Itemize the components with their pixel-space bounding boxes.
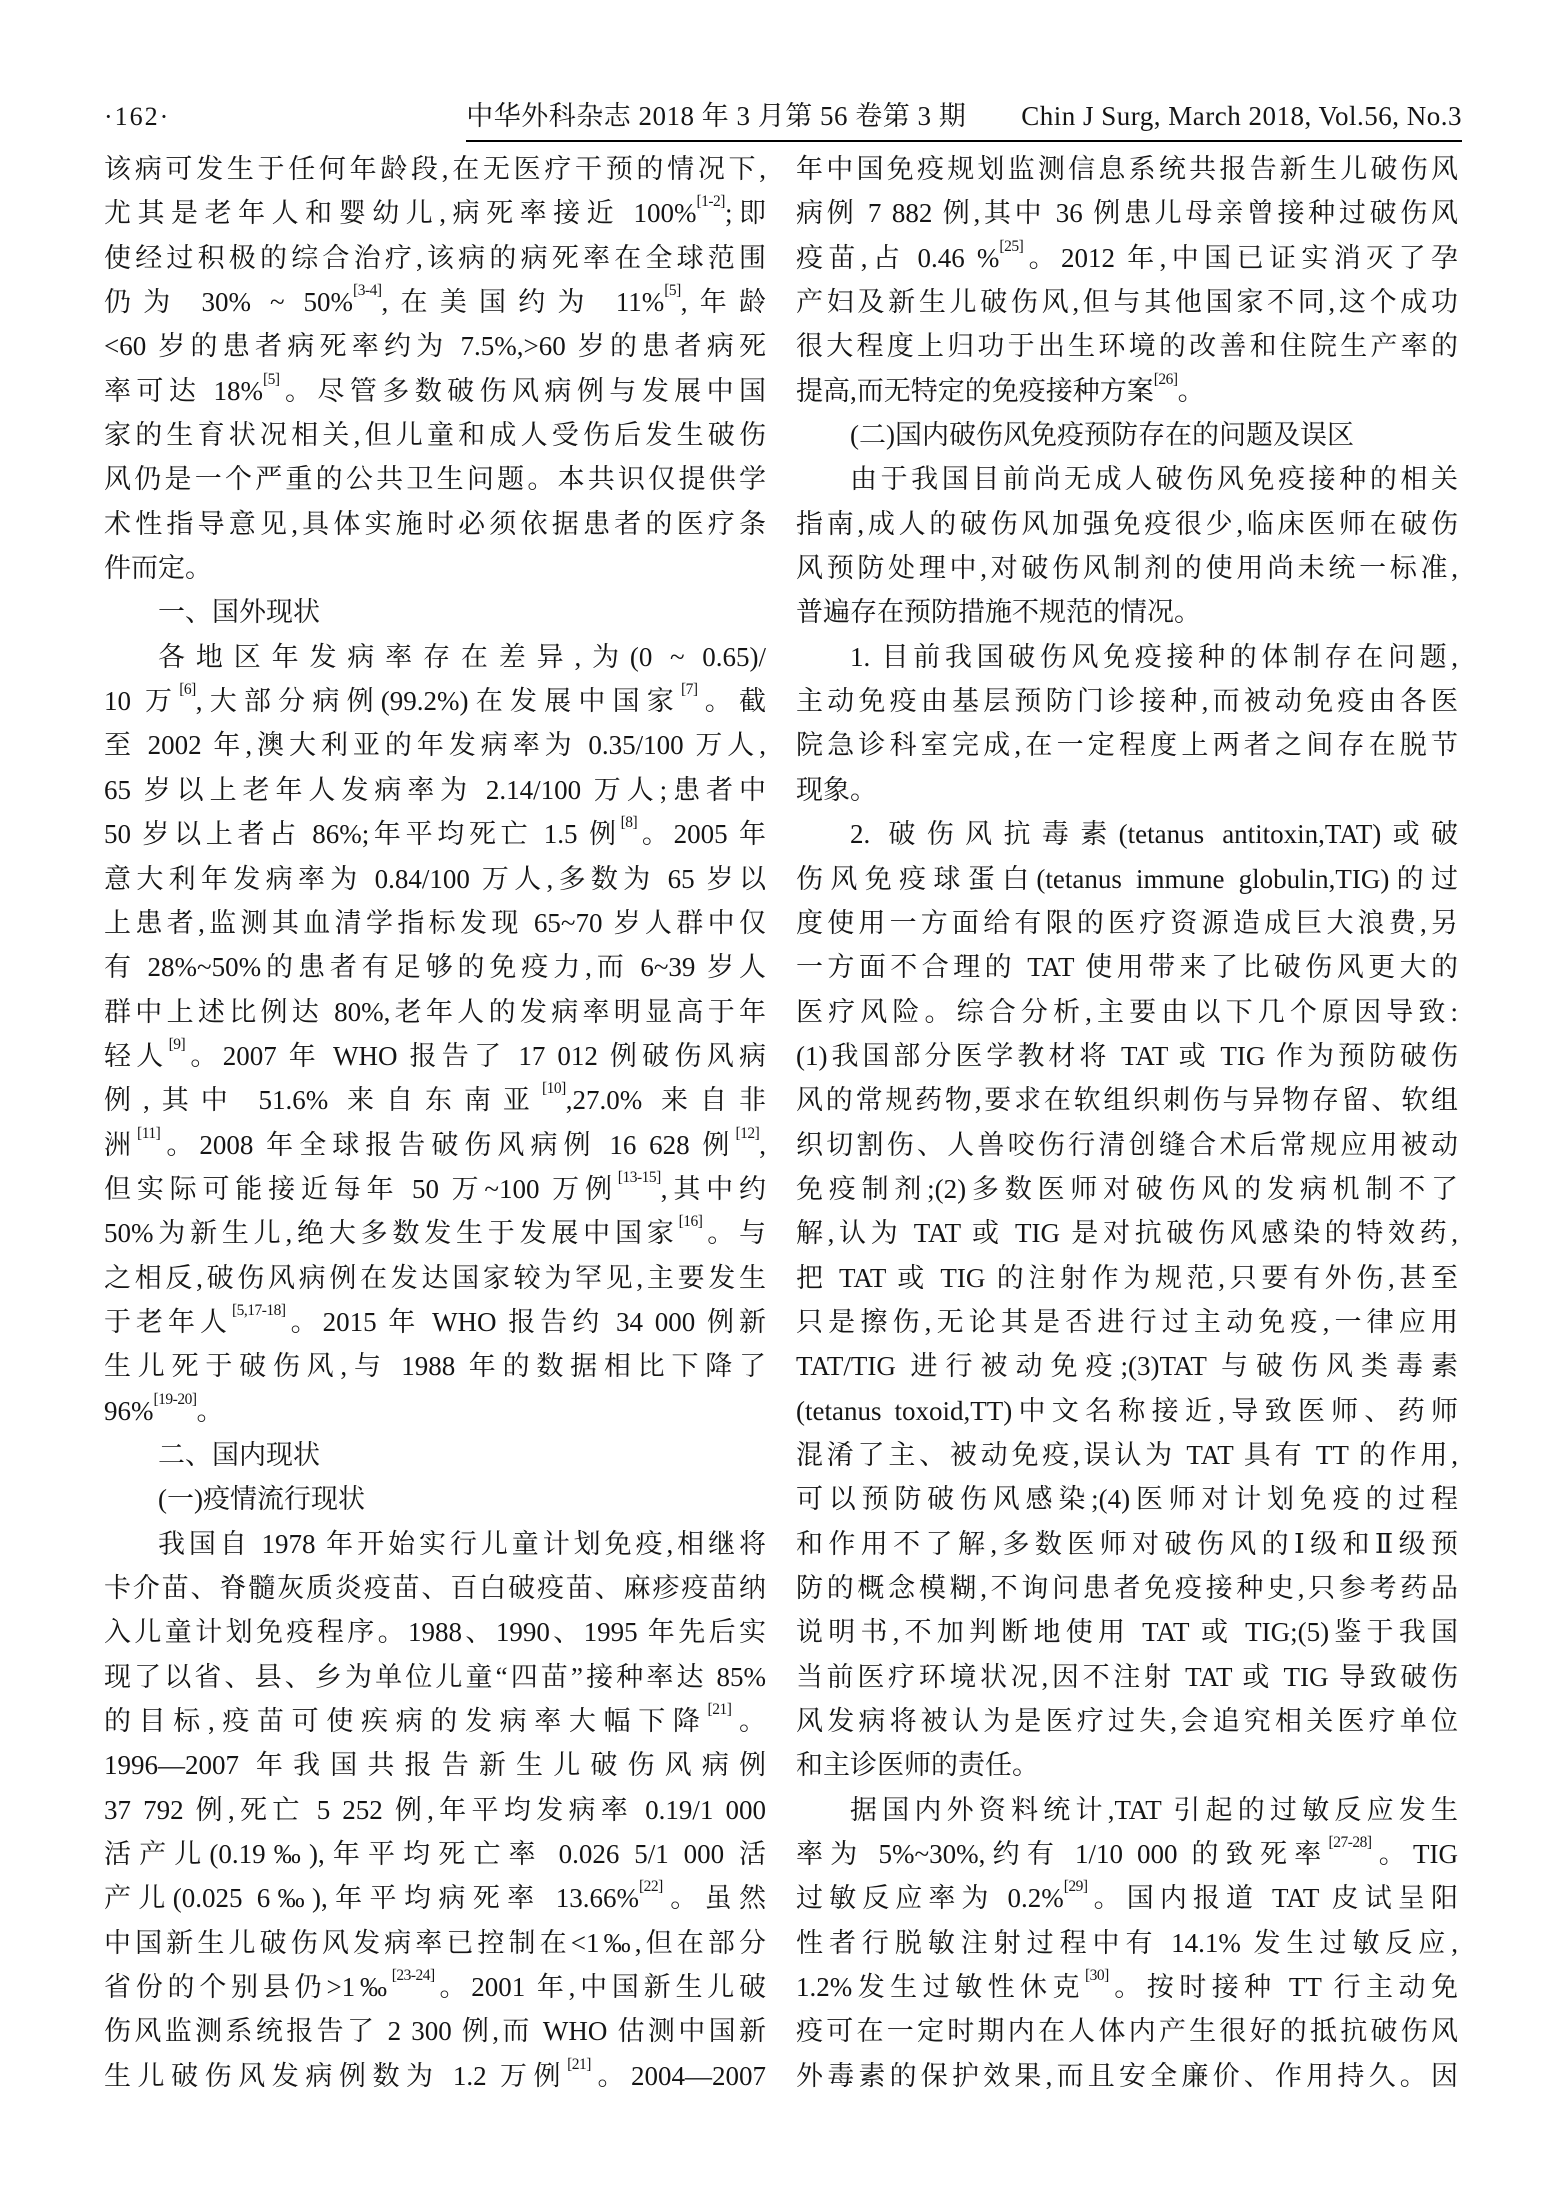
text-line <box>796 1921 1458 1965</box>
text-line <box>104 1655 766 1699</box>
text-segment: 生儿破伤风发病例数为 1.2 万例 <box>104 2060 568 2091</box>
text-line <box>104 1256 766 1300</box>
text-line <box>104 590 766 634</box>
text-line <box>796 1300 1458 1344</box>
text-line <box>104 1832 766 1876</box>
text-line <box>796 1788 1458 1832</box>
text-line <box>796 1211 1458 1255</box>
text-segment: 之相反,破伤风病例在发达国家较为罕见,主要发生 <box>104 1262 766 1293</box>
text-segment: 病例 7 882 例,其中 36 例患儿母亲曾接种过破伤风 <box>796 198 1458 229</box>
text-line <box>104 901 766 945</box>
text-segment: <60 岁的患者病死率约为 7.5%,>60 岁的患者病死 <box>104 331 766 362</box>
text-segment: 。 <box>731 1706 766 1737</box>
text-line <box>796 1832 1458 1876</box>
text-segment: 。2015 年 WHO 报告约 34 000 例新 <box>285 1306 766 1337</box>
reference-superscript: [25] <box>999 237 1024 255</box>
text-line <box>796 1743 1458 1787</box>
text-segment: 群中上述比例达 80%,老年人的发病率明显高于年 <box>104 996 766 1027</box>
text-segment: 65 岁以上老年人发病率为 2.14/100 万人;患者中 <box>104 774 766 805</box>
reference-superscript: [27-28] <box>1328 1834 1372 1852</box>
text-line <box>104 413 766 457</box>
text-line <box>796 2009 1458 2053</box>
text-line <box>104 1433 766 1477</box>
text-line <box>796 1078 1458 1122</box>
text-line <box>104 1123 766 1167</box>
text-segment: 。2012 年,中国已证实消灭了孕 <box>1023 242 1458 273</box>
page-header <box>104 94 1462 142</box>
text-column-right <box>796 147 1458 2098</box>
text-line <box>104 1344 766 1388</box>
text-segment: 风发病将被认为是医疗过失,会追究相关医疗单位 <box>796 1706 1458 1737</box>
text-segment: 混淆了主、被动免疫,误认为 TAT 具有 TT 的作用, <box>796 1439 1458 1470</box>
text-segment: 风预防处理中,对破伤风制剂的使用尚未统一标准, <box>796 553 1458 584</box>
reference-superscript: [21] <box>567 2055 591 2073</box>
text-segment: 织切割伤、人兽咬伤行清创缝合术后常规应用被动 <box>796 1129 1458 1160</box>
text-line <box>104 1921 766 1965</box>
text-line <box>104 502 766 546</box>
text-segment: 只是擦伤,无论其是否进行过主动免疫,一律应用 <box>796 1306 1458 1337</box>
text-line <box>104 945 766 989</box>
text-segment: 。按时接种 TT 行主动免 <box>1108 1972 1458 2003</box>
text-segment: ,27.0% 来自非 <box>565 1085 766 1116</box>
text-segment: 产儿(0.025 6‰),年平均病死率 13.66% <box>104 1883 639 1914</box>
text-segment: 风仍是一个严重的公共卫生问题。本共识仅提供学 <box>104 464 766 495</box>
text-line <box>104 546 766 590</box>
text-line <box>104 1699 766 1743</box>
journal-citation: 中华外科杂志 2018 年 3 月第 56 卷第 3 期 Chin J Surg, March 2018, Vol.56, No.3 <box>466 94 1462 142</box>
text-segment: 。截 <box>697 686 766 717</box>
text-line <box>796 1034 1458 1078</box>
text-segment: 。与 <box>702 1218 766 1249</box>
text-segment: 疫可在一定时期内在人体内产生很好的抵抗破伤风 <box>796 2016 1458 2047</box>
text-line <box>796 1965 1458 2009</box>
text-segment: 度使用一方面给有限的医疗资源造成巨大浪费,另 <box>796 907 1458 938</box>
text-segment: 伤风免疫球蛋白(tetanus immune globulin,TIG)的过 <box>796 863 1458 894</box>
text-line <box>796 324 1458 368</box>
text-segment: 年中国免疫规划监测信息系统共报告新生儿破伤风 <box>796 154 1458 184</box>
text-segment: 。2001 年,中国新生儿破 <box>434 1972 766 2003</box>
text-line <box>104 1211 766 1255</box>
text-segment: (1)我国部分医学教材将 TAT 或 TIG 作为预防破伤 <box>796 1040 1458 1071</box>
text-line <box>796 1610 1458 1654</box>
text-segment: , <box>759 1129 766 1160</box>
text-segment: 仍为 30% ~ 50% <box>104 287 354 318</box>
text-segment: 。2005 年 <box>637 819 766 850</box>
text-segment: 卡介苗、脊髓灰质炎疫苗、百白破疫苗、麻疹疫苗纳 <box>104 1573 766 1603</box>
text-line <box>104 812 766 856</box>
text-line <box>796 679 1458 723</box>
text-segment: 。TIG <box>1371 1839 1458 1870</box>
text-line <box>796 768 1458 812</box>
text-line <box>796 901 1458 945</box>
text-segment: 1996—2007 年我国共报告新生儿破伤风病例 <box>104 1750 766 1781</box>
reference-superscript: [10] <box>541 1080 566 1098</box>
text-line <box>104 635 766 679</box>
text-line <box>104 1167 766 1211</box>
page-number: ·162· <box>104 102 171 131</box>
text-segment: 据国内外资料统计,TAT 引起的过敏反应发生 <box>850 1794 1458 1825</box>
reference-superscript: [3-4] <box>353 282 382 300</box>
reference-superscript: [13-15] <box>617 1168 661 1186</box>
text-segment: 伤风监测系统报告了 2 300 例,而 WHO 估测中国新 <box>104 2016 766 2047</box>
text-segment: 。 <box>196 1395 224 1426</box>
reference-superscript: [29] <box>1063 1878 1088 1896</box>
text-line <box>104 1078 766 1122</box>
text-line <box>796 723 1458 767</box>
text-line <box>796 1876 1458 1920</box>
text-line <box>104 1300 766 1344</box>
text-segment: 过敏反应率为 0.2% <box>796 1883 1064 1914</box>
text-line <box>104 857 766 901</box>
reference-superscript: [1-2] <box>696 193 725 211</box>
text-segment: (一)疫情流行现状 <box>158 1484 365 1515</box>
text-line <box>104 990 766 1034</box>
text-segment: 很大程度上归功于出生环境的改善和住院生产率的 <box>796 331 1458 362</box>
text-segment: 普遍存在预防措施不规范的情况。 <box>796 597 1201 628</box>
text-line <box>796 502 1458 546</box>
text-line <box>104 236 766 280</box>
reference-superscript: [8] <box>620 814 638 832</box>
text-segment: 医疗风险。综合分析,主要由以下几个原因导致: <box>796 996 1458 1027</box>
text-segment: 尤其是老年人和婴幼儿,病死率接近 100% <box>104 198 697 229</box>
text-segment: 提高,而无特定的免疫接种方案 <box>796 375 1154 406</box>
text-line <box>796 1522 1458 1566</box>
text-segment: ,其中约 <box>660 1173 766 1204</box>
text-line <box>796 590 1458 634</box>
text-segment: 洲 <box>104 1129 138 1160</box>
text-segment: 使经过积极的综合治疗,该病的病死率在全球范围 <box>104 242 766 273</box>
text-line <box>104 1965 766 2009</box>
text-segment: ;即 <box>724 198 766 229</box>
text-line <box>104 1522 766 1566</box>
text-segment: 外毒素的保护效果,而且安全廉价、作用持久。因 <box>796 2060 1458 2091</box>
text-line <box>104 768 766 812</box>
text-line <box>796 1167 1458 1211</box>
text-line <box>796 1433 1458 1477</box>
text-line <box>104 679 766 723</box>
text-segment: 各地区年发病率存在差异,为(0 ~ 0.65)/ <box>158 641 766 672</box>
text-segment: 该病可发生于任何年龄段,在无医疗干预的情况下, <box>104 154 766 184</box>
text-segment: (二)国内破伤风免疫预防存在的问题及误区 <box>850 420 1354 451</box>
text-line <box>104 1566 766 1610</box>
reference-superscript: [23-24] <box>391 1967 435 1985</box>
text-line <box>104 1610 766 1654</box>
text-segment: 现象。 <box>796 774 877 805</box>
text-line <box>104 324 766 368</box>
text-line <box>104 2054 766 2098</box>
reference-superscript: [16] <box>678 1213 703 1231</box>
text-segment: 的目标,疫苗可使疾病的发病率大幅下降 <box>104 1706 708 1737</box>
text-line <box>796 1477 1458 1521</box>
text-line <box>796 280 1458 324</box>
text-segment: 说明书,不加判断地使用 TAT 或 TIG;(5)鉴于我国 <box>796 1617 1458 1648</box>
text-segment: 生儿死于破伤风,与 1988 年的数据相比下降了 <box>104 1351 766 1382</box>
text-segment: 上患者,监测其血清学指标发现 65~70 岁人群中仅 <box>104 907 766 938</box>
text-segment: 疫苗,占 0.46 % <box>796 242 1000 273</box>
text-segment: 50%为新生儿,绝大多数发生于发展中国家 <box>104 1218 679 1249</box>
text-segment: ,年龄 <box>680 287 766 318</box>
text-segment: (tetanus toxoid,TT)中文名称接近,导致医师、药师 <box>796 1395 1458 1426</box>
text-line <box>796 812 1458 856</box>
text-segment: 家的生育状况相关,但儿童和成人受伤后发生破伤 <box>104 420 766 451</box>
text-segment: 率可达 18% <box>104 375 263 406</box>
text-segment: 省份的个别县仍>1‰ <box>104 1972 392 2003</box>
text-line <box>796 635 1458 679</box>
text-segment: 指南,成人的破伤风加强免疫很少,临床医师在破伤 <box>796 508 1458 539</box>
text-line <box>796 1344 1458 1388</box>
text-line <box>104 2009 766 2053</box>
reference-superscript: [7] <box>681 681 698 699</box>
text-segment: 。国内报道 TAT 皮试呈阳 <box>1087 1883 1458 1914</box>
text-line <box>104 147 766 191</box>
reference-superscript: [19-20] <box>153 1390 197 1408</box>
text-line <box>104 723 766 767</box>
text-line <box>796 1123 1458 1167</box>
reference-superscript: [26] <box>1153 370 1178 388</box>
text-segment: 二、国内现状 <box>158 1439 320 1470</box>
text-segment: 和作用不了解,多数医师对破伤风的Ⅰ级和Ⅱ级预 <box>796 1528 1458 1559</box>
text-segment: 解,认为 TAT 或 TIG 是对抗破伤风感染的特效药, <box>796 1218 1458 1249</box>
text-segment: 。2008 年全球报告破伤风病例 16 628 例 <box>160 1129 736 1160</box>
text-line <box>104 280 766 324</box>
text-line <box>796 1256 1458 1300</box>
text-segment: 一、国外现状 <box>158 597 320 628</box>
text-line <box>104 1034 766 1078</box>
text-segment: 可以预防破伤风感染;(4)医师对计划免疫的过程 <box>796 1484 1458 1515</box>
text-line <box>796 546 1458 590</box>
text-line <box>796 990 1458 1034</box>
text-segment: 性者行脱敏注射过程中有 14.1% 发生过敏反应, <box>796 1927 1458 1958</box>
reference-superscript: [5] <box>262 370 280 388</box>
text-line <box>104 1477 766 1521</box>
text-line <box>796 457 1458 501</box>
text-line <box>796 413 1458 457</box>
text-segment: 37 792 例,死亡 5 252 例,年平均发病率 0.19/1 000 <box>104 1794 766 1825</box>
text-segment: 。2007 年 WHO 报告了 17 012 例破伤风病 <box>185 1040 766 1071</box>
text-segment: 50 岁以上者占 86%;年平均死亡 1.5 例 <box>104 819 621 850</box>
text-segment: 意大利年发病率为 0.84/100 万人,多数为 65 岁以 <box>104 863 766 894</box>
text-line <box>796 147 1458 191</box>
text-column-left <box>104 147 766 2098</box>
text-segment: 率为 5%~30%,约有 1/10 000 的致死率 <box>796 1839 1329 1870</box>
text-segment: 由于我国目前尚无成人破伤风免疫接种的相关 <box>850 464 1458 495</box>
text-line <box>796 191 1458 235</box>
text-segment: 当前医疗环境状况,因不注射 TAT 或 TIG 导致破伤 <box>796 1661 1458 1692</box>
text-line <box>796 1699 1458 1743</box>
text-segment: 例,其中 51.6% 来自东南亚 <box>104 1085 542 1116</box>
text-segment: 轻人 <box>104 1040 169 1071</box>
reference-superscript: [11] <box>137 1124 161 1142</box>
text-line <box>104 191 766 235</box>
text-segment: 1. 目前我国破伤风免疫接种的体制存在问题, <box>850 641 1458 672</box>
text-segment: 但实际可能接近每年 50 万~100 万例 <box>104 1173 618 1204</box>
text-segment: 件而定。 <box>104 553 212 584</box>
text-segment: 我国自 1978 年开始实行儿童计划免疫,相继将 <box>158 1528 766 1559</box>
text-segment: 免疫制剂;(2)多数医师对破伤风的发病机制不了 <box>796 1173 1458 1204</box>
text-segment: 防的概念模糊,不询问患者免疫接种史,只参考药品 <box>796 1573 1458 1603</box>
text-segment: 于老年人 <box>104 1306 232 1337</box>
text-line <box>796 2054 1458 2098</box>
reference-superscript: [9] <box>168 1035 186 1053</box>
text-segment: 。虽然 <box>662 1883 766 1914</box>
text-segment: 术性指导意见,具体实施时必须依据患者的医疗条 <box>104 508 766 539</box>
reference-superscript: [30] <box>1085 1967 1109 1985</box>
text-segment: 把 TAT 或 TIG 的注射作为规范,只要有外伤,甚至 <box>796 1262 1458 1293</box>
text-segment: 2. 破伤风抗毒素(tetanus antitoxin,TAT)或破 <box>850 819 1458 850</box>
text-segment: 96% <box>104 1395 154 1426</box>
text-segment: ,大部分病例(99.2%)在发展中国家 <box>195 686 681 717</box>
text-segment: 入儿童计划免疫程序。1988、1990、1995 年先后实 <box>104 1617 766 1648</box>
text-line <box>796 236 1458 280</box>
text-segment: 有 28%~50%的患者有足够的免疫力,而 6~39 岁人 <box>104 952 766 983</box>
text-line <box>104 369 766 413</box>
reference-superscript: [5,17-18] <box>231 1301 286 1319</box>
text-segment: 。2004—2007 <box>590 2060 766 2091</box>
text-segment: ,在美国约为 11% <box>381 287 665 318</box>
reference-superscript: [12] <box>735 1124 760 1142</box>
text-line <box>796 369 1458 413</box>
text-line <box>104 1743 766 1787</box>
text-segment: 。尽管多数破伤风病例与发展中国 <box>279 375 766 406</box>
text-segment: 现了以省、县、乡为单位儿童“四苗”接种率达 85% <box>104 1661 766 1692</box>
text-line <box>104 1389 766 1433</box>
text-segment: 10 万 <box>104 686 180 717</box>
text-line <box>104 1876 766 1920</box>
text-line <box>796 945 1458 989</box>
text-segment: 院急诊科室完成,在一定程度上两者之间存在脱节 <box>796 730 1458 761</box>
text-segment: 和主诊医师的责任。 <box>796 1750 1039 1781</box>
reference-superscript: [5] <box>664 282 681 300</box>
text-segment: 活产儿(0.19‰),年平均死亡率 0.026 5/1 000 活 <box>104 1839 766 1870</box>
reference-superscript: [21] <box>707 1701 732 1719</box>
text-segment: 主动免疫由基层预防门诊接种,而被动免疫由各医 <box>796 686 1458 717</box>
text-line <box>104 457 766 501</box>
text-line <box>796 1389 1458 1433</box>
text-line <box>104 1788 766 1832</box>
text-segment: 产妇及新生儿破伤风,但与其他国家不同,这个成功 <box>796 287 1458 318</box>
text-segment: 风的常规药物,要求在软组织刺伤与异物存留、软组 <box>796 1085 1458 1116</box>
text-segment: 。 <box>1177 375 1205 406</box>
text-line <box>796 1566 1458 1610</box>
text-segment: 一方面不合理的 TAT 使用带来了比破伤风更大的 <box>796 952 1458 983</box>
reference-superscript: [22] <box>638 1878 663 1896</box>
text-segment: 1.2%发生过敏性休克 <box>796 1972 1085 2003</box>
reference-superscript: [6] <box>179 681 196 699</box>
text-line <box>796 1655 1458 1699</box>
text-segment: TAT/TIG 进行被动免疫;(3)TAT 与破伤风类毒素 <box>796 1351 1458 1382</box>
text-segment: 至 2002 年,澳大利亚的年发病率为 0.35/100 万人, <box>104 730 766 761</box>
text-line <box>796 857 1458 901</box>
text-segment: 中国新生儿破伤风发病率已控制在<1‰,但在部分 <box>104 1927 766 1958</box>
